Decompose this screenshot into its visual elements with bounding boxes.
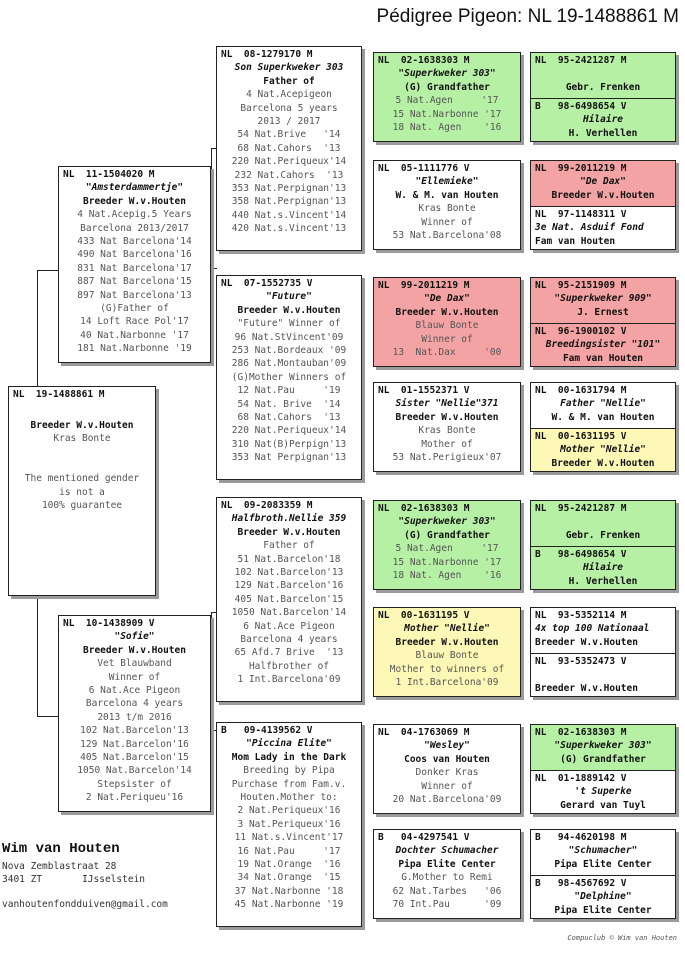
info-line: Dochter Schumacher — [395, 845, 499, 857]
ancestor-father — [531, 501, 675, 546]
connector — [37, 270, 38, 387]
info-line: 2013 / 2017 — [257, 116, 321, 128]
info-line: 5 Nat.Agen '17 — [395, 95, 499, 107]
info-line: 19 Nat.Orange '16 — [237, 859, 341, 871]
info-line — [9, 405, 155, 418]
info-line: (G)Father of — [100, 303, 169, 315]
info-line: (G)Mother Winners of — [231, 371, 347, 383]
info-line: Son Superkweker 303 — [234, 62, 344, 74]
info-line: Purchase from Fam.v. — [231, 778, 347, 790]
info-line: H. Verhellen — [568, 127, 638, 139]
info-line: Vet Blauwband — [97, 658, 172, 670]
info-line: 45 Nat.Narbonne '19 — [234, 899, 344, 911]
info-line: Mother to winners of — [389, 663, 505, 675]
info-line: W. & M. van Houten — [551, 411, 655, 423]
owner-address-line: Nova Zemblastraat 28 — [2, 861, 117, 872]
ring-number: NL 05-1111776 V — [378, 163, 470, 174]
info-line: Breeder W.v.Houten — [83, 644, 186, 656]
info-line: 6 Nat.Ace Pigeon — [243, 620, 335, 632]
info-line: Kras Bonte — [418, 203, 476, 215]
ancestor-pair-card — [530, 382, 676, 472]
great-grandparent-card — [373, 277, 521, 367]
ancestor-pair-card — [530, 500, 676, 590]
ring-number: NL 02-1638303 M — [535, 727, 627, 738]
info-line: Breeding by Pipa — [243, 765, 335, 777]
info-line: Halfbrother of — [248, 660, 330, 672]
info-line: "Delphine" — [574, 891, 632, 903]
info-line: 490 Nat Barcelona'16 — [77, 249, 192, 261]
ring-number: NL 95-2421287 M — [535, 503, 627, 514]
info-line: 68 Nat.Cahors '13 — [237, 142, 341, 154]
info-line: 4 Nat.Acepig.5 Years — [77, 209, 192, 221]
info-line: Breeder W.v.Houten — [395, 411, 499, 423]
info-line: 13 Nat.Dax '00 — [392, 347, 502, 359]
owner-block — [2, 841, 168, 911]
ring-number: NL 09-2083359 M — [221, 500, 313, 511]
info-line: J. Ernest — [577, 306, 629, 318]
info-line: 4 Nat.Acepigeon — [246, 89, 332, 101]
info-line: 3e Nat. Asduif Fond — [535, 222, 644, 234]
ring-number: NL 01-1889142 V — [535, 773, 627, 784]
mother-card — [58, 615, 211, 812]
info-line: 181 Nat.Narbonne '19 — [77, 343, 192, 355]
ring-number: NL 11-1504020 M — [63, 169, 155, 180]
info-line: 54 Nat. Brive '14 — [237, 398, 341, 410]
info-line: (G) Grandfather — [404, 81, 490, 93]
info-line: 253 Nat.Bordeaux '09 — [231, 345, 347, 357]
info-line: 15 Nat.Narbonne '17 — [392, 556, 502, 568]
info-line: Hilaire — [582, 114, 624, 126]
info-line: 2013 t/m 2016 — [97, 711, 172, 723]
info-line: Father of — [263, 540, 315, 552]
info-line: Fam van Houten — [562, 352, 644, 364]
ancestor-mother — [531, 98, 675, 142]
info-line: 440 Nat.s.Vincent'14 — [231, 209, 347, 221]
info-line: 129 Nat.Barcelon'16 — [80, 738, 189, 750]
info-line: 405 Nat.Barcelon'15 — [80, 752, 189, 764]
ring-number: B 09-4139562 V — [221, 725, 313, 736]
info-line: Pipa Elite Center — [398, 858, 496, 870]
ancestor-father — [531, 278, 675, 323]
info-line: Sister "Nellie"371 — [395, 398, 499, 410]
info-line: Pipa Elite Center — [554, 858, 652, 870]
info-line: Breeder W.v.Houten — [395, 636, 499, 648]
info-line: 831 Nat Barcelona'17 — [77, 262, 192, 274]
info-line: 51 Nat.Barcelon'18 — [237, 553, 341, 565]
info-line: Barcelona 5 years — [240, 102, 338, 114]
ancestor-pair-card — [530, 724, 676, 814]
info-line: "Amsterdammertje" — [85, 182, 184, 194]
info-line: Father of — [263, 75, 315, 87]
ring-number: NL 93-5352473 V — [535, 656, 627, 667]
info-line: "Future" — [266, 291, 312, 303]
info-line: Kras Bonte — [53, 433, 111, 445]
info-line: 96 Nat.StVincent'09 — [234, 331, 344, 343]
info-line: "Ellemieke" — [415, 176, 479, 188]
info-line: 232 Nat.Cahors '13 — [234, 169, 344, 181]
great-grandparent-card — [373, 607, 521, 697]
ring-number: B 98-6498654 V — [535, 549, 627, 560]
info-line: Barcelona 2013/2017 — [80, 222, 189, 234]
info-line: Halfbroth.Nellie 359 — [231, 513, 347, 525]
ancestor-pair-card — [530, 160, 676, 250]
info-line: 53 Nat.Perigieux'07 — [392, 452, 502, 464]
ancestor-mother — [531, 546, 675, 590]
info-line: Breeder W.v.Houten — [30, 419, 134, 431]
ring-number: NL 00-1631195 V — [535, 431, 627, 442]
info-line: "Superkweker 303" — [398, 68, 496, 80]
info-line: 70 Int.Pau '09 — [392, 899, 502, 911]
info-line: 't Superke — [574, 786, 632, 798]
ring-number: NL 02-1638303 M — [378, 55, 470, 66]
info-line: 5 Nat.Agen '17 — [395, 543, 499, 555]
ring-number: NL 07-1552735 V — [221, 278, 313, 289]
info-line: 405 Nat.Barcelon'15 — [234, 593, 344, 605]
info-line: 65 Afd.7 Brive '13 — [234, 647, 344, 659]
info-line: Gerard van Tuyl — [560, 799, 646, 811]
ancestor-pair-card — [530, 277, 676, 367]
info-line — [531, 515, 675, 528]
ring-number: NL 99-2011219 M — [378, 280, 470, 291]
great-grandparent-card — [373, 52, 521, 142]
info-line: 18 Nat. Agen '16 — [392, 570, 502, 582]
info-line: (G) Grandfather — [560, 753, 646, 765]
info-line: Breeder W.v.Houten — [237, 526, 341, 538]
info-line: "De Dax" — [424, 293, 470, 305]
ring-number: NL 19-1488861 M — [13, 389, 105, 400]
info-line: Hilaire — [582, 562, 624, 574]
ring-number: B 04-4297541 V — [378, 832, 470, 843]
ancestor-pair-card — [530, 52, 676, 142]
info-line: 1 Int.Barcelona'09 — [395, 677, 499, 689]
info-line: 1 Int.Barcelona'09 — [237, 674, 341, 686]
info-line: W. & M. van Houten — [395, 189, 499, 201]
info-line: G.Mother to Remi — [401, 872, 493, 884]
info-line: 14 Loft Race Pol'17 — [80, 316, 189, 328]
info-line: 40 Nat.Narbonne '17 — [80, 329, 189, 341]
owner-address-line: 3401 ZT IJsselstein — [2, 874, 145, 885]
info-line: 18 Nat. Agen '16 — [392, 122, 502, 134]
info-line: Breeder W.v.Houten — [551, 189, 655, 201]
ring-number: B 98-6498654 V — [535, 101, 627, 112]
connector — [37, 596, 38, 716]
info-line: Gebr. Frenken — [565, 529, 641, 541]
great-grandparent-card — [373, 724, 521, 814]
great-grandparent-card — [373, 160, 521, 250]
info-line: 11 Nat.s.Vincent'17 — [234, 832, 344, 844]
info-line: 353 Nat.Perpignan'13 — [231, 183, 347, 195]
ring-number: NL 99-2011219 M — [535, 163, 627, 174]
grandparent-card — [216, 46, 362, 251]
ancestor-father — [531, 53, 675, 98]
ring-number: NL 00-1631794 M — [535, 385, 627, 396]
info-line: "Future" Winner of — [237, 318, 341, 330]
info-line: 353 Nat Perpignan'13 — [231, 452, 347, 464]
ancestor-mother — [531, 653, 675, 697]
info-line: 34 Nat.Orange '15 — [237, 872, 341, 884]
footer-credit: Compuclub © Wim van Houten — [567, 934, 677, 942]
info-line: is not a — [59, 486, 105, 498]
info-line: 20 Nat.Barcelona'09 — [392, 794, 502, 806]
info-line: H. Verhellen — [568, 575, 638, 587]
info-line — [531, 67, 675, 80]
ancestor-pair-card — [530, 829, 676, 919]
info-line: 1050 Nat.Barcelon'14 — [231, 607, 347, 619]
ancestor-mother — [531, 323, 675, 367]
great-grandparent-card — [373, 829, 521, 919]
info-line: Breeder W.v.Houten — [395, 306, 499, 318]
ancestor-mother — [531, 875, 675, 919]
info-line: Father "Nellie" — [560, 398, 646, 410]
info-line: 2 Nat.Periqueux'16 — [237, 805, 341, 817]
ring-number: NL 01-1552371 V — [378, 385, 470, 396]
info-line: "Sofie" — [114, 631, 155, 643]
info-line — [9, 459, 155, 472]
info-line: "Superkweker 303" — [554, 740, 652, 752]
ring-number: NL 08-1279170 M — [221, 49, 313, 60]
info-line: 3 Nat.Periqueux'16 — [237, 818, 341, 830]
ring-number: B 98-4567692 V — [535, 878, 627, 889]
page-title: Pédigree Pigeon: NL 19-1488861 M — [376, 6, 679, 27]
ancestor-father — [531, 161, 675, 206]
info-line: Winner of — [421, 333, 473, 345]
info-line: Mother "Nellie" — [560, 444, 646, 456]
info-line: Kras Bonte — [418, 425, 476, 437]
info-line: 62 Nat.Tarbes '06 — [392, 885, 502, 897]
father-card — [58, 166, 211, 363]
info-line: Breeder W.v.Houten — [237, 304, 341, 316]
ring-number: NL 00-1631195 V — [378, 610, 470, 621]
info-line: 15 Nat.Narbonne '17 — [392, 108, 502, 120]
info-line: 16 Nat.Pau '17 — [237, 845, 341, 857]
ring-number: NL 95-2421287 M — [535, 55, 627, 66]
info-line: "Superkweker 303" — [398, 516, 496, 528]
great-grandparent-card — [373, 500, 521, 590]
info-line: "Superkweker 909" — [554, 293, 652, 305]
grandparent-card — [216, 722, 362, 927]
info-line: "De Dax" — [580, 176, 626, 188]
info-line: Houten.Mother to: — [240, 792, 338, 804]
info-line: 102 Nat.Barcelon'13 — [234, 567, 344, 579]
info-line: Pipa Elite Center — [554, 904, 652, 916]
info-line: Mother of — [421, 438, 473, 450]
info-line: 220 Nat.Periqueux'14 — [231, 425, 347, 437]
info-line: 310 Nat(B)Perpign'13 — [231, 438, 347, 450]
ancestor-mother — [531, 770, 675, 814]
owner-email: vanhoutenfondduiven@gmail.com — [2, 899, 168, 910]
info-line: 100% guarantee — [41, 500, 123, 512]
info-line: 887 Nat Barcelona'15 — [77, 276, 192, 288]
info-line: Coos van Houten — [404, 753, 490, 765]
info-line: Blauw Bonte — [415, 650, 479, 662]
info-line: Stepsister of — [97, 778, 172, 790]
info-line: Breeder W.v.Houten — [551, 457, 655, 469]
connector — [37, 716, 59, 717]
info-line: (G) Grandfather — [404, 529, 490, 541]
ancestor-father — [531, 725, 675, 770]
ring-number: NL 97-1148311 V — [535, 209, 627, 220]
info-line: Breeder W.v.Houten — [83, 195, 186, 207]
info-line: Gebr. Frenken — [565, 81, 641, 93]
info-line: "Wesley" — [424, 740, 470, 752]
info-line: 68 Nat.Cahors '13 — [237, 412, 341, 424]
info-line: 12 Nat.Pau '19 — [237, 385, 341, 397]
info-line: 129 Nat.Barcelon'16 — [234, 580, 344, 592]
connector — [211, 268, 217, 269]
ring-number: NL 04-1763069 M — [378, 727, 470, 738]
info-line — [9, 446, 155, 459]
ring-number: NL 96-1900102 V — [535, 326, 627, 337]
owner-name: Wim van Houten — [2, 841, 120, 857]
ancestor-pair-card — [530, 607, 676, 697]
info-line: 358 Nat.Perpignan'13 — [231, 196, 347, 208]
info-line: 286 Nat.Montauban'09 — [231, 358, 347, 370]
info-line: "Piccina Elite" — [246, 738, 332, 750]
connector — [37, 270, 59, 271]
grandparent-card — [216, 275, 362, 480]
connector — [211, 612, 212, 730]
ancestor-mother — [531, 206, 675, 250]
info-line: Winner of — [108, 671, 161, 683]
info-line: 1050 Nat.Barcelon'14 — [77, 765, 192, 777]
great-grandparent-card — [373, 382, 521, 472]
connector — [211, 148, 212, 268]
info-line: 220 Nat.Periqueux'14 — [231, 156, 347, 168]
info-line: Barcelona 4 years — [85, 698, 184, 710]
info-line: The mentioned gender — [24, 473, 140, 485]
info-line: Donker Kras — [415, 767, 479, 779]
grandparent-card — [216, 497, 362, 702]
info-line: 897 Nat Barcelona'13 — [77, 289, 192, 301]
info-line: 2 Nat.Periqueu'16 — [85, 792, 184, 804]
info-line: Mom Lady in the Dark — [231, 751, 347, 763]
info-line: Winner of — [421, 780, 473, 792]
info-line: 102 Nat.Barcelon'13 — [80, 725, 189, 737]
ancestor-father — [531, 830, 675, 875]
info-line: "Schumacher" — [568, 845, 638, 857]
ring-number: NL 95-2151909 M — [535, 280, 627, 291]
info-line: 433 Nat Barcelona'14 — [77, 236, 192, 248]
info-line: 37 Nat.Narbonne '18 — [234, 885, 344, 897]
info-line: 53 Nat.Barcelona'08 — [392, 230, 502, 242]
subject-card — [8, 386, 156, 596]
info-line: Winner of — [421, 216, 473, 228]
ring-number: B 94-4620198 M — [535, 832, 627, 843]
info-line — [531, 668, 675, 681]
ancestor-mother — [531, 428, 675, 472]
ancestor-father — [531, 383, 675, 428]
ring-number: NL 10-1438909 V — [63, 618, 155, 629]
info-line: 4x top 100 Nationaal — [535, 623, 650, 635]
info-line: Breedingsister "101" — [545, 339, 661, 351]
info-line: 6 Nat.Ace Pigeon — [88, 685, 181, 697]
info-line: 54 Nat.Brive '14 — [237, 129, 341, 141]
ancestor-father — [531, 608, 675, 653]
info-line: Blauw Bonte — [415, 320, 479, 332]
ring-number: NL 02-1638303 M — [378, 503, 470, 514]
info-line: Barcelona 4 years — [240, 634, 338, 646]
info-line: Mother "Nellie" — [404, 623, 490, 635]
info-line: Fam van Houten — [535, 235, 616, 247]
info-line: Breeder W.v.Houten — [535, 636, 638, 648]
info-line: 420 Nat.s.Vincent'13 — [231, 223, 347, 235]
ring-number: NL 93-5352114 M — [535, 610, 627, 621]
info-line: Breeder W.v.Houten — [535, 682, 638, 694]
